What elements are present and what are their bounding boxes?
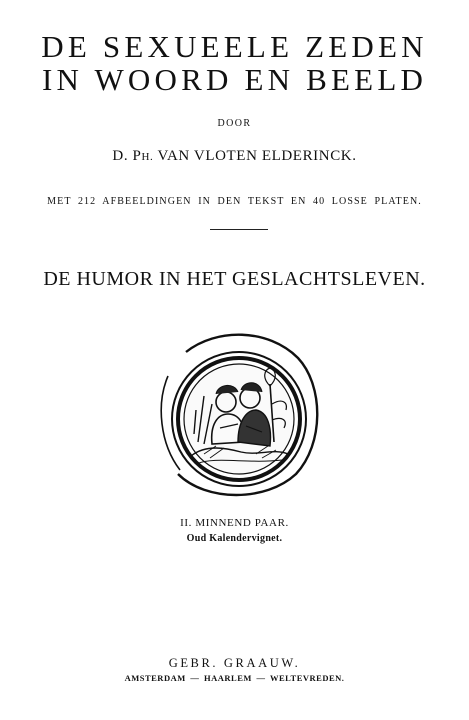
calendar-vignette-image [146, 324, 326, 504]
author-prefix-small: H. [141, 151, 154, 163]
author-name [0, 148, 469, 165]
by-label: DOOR [217, 118, 252, 129]
subtitle: DE HUMOR IN HET GESLACHTSLEVEN. [43, 268, 426, 290]
publisher-cities: AMSTERDAM — HAARLEM — WELTEVREDEN. [124, 673, 345, 683]
publisher-name: GEBR. GRAAUW. [168, 656, 301, 670]
title-line-2: IN WOORD EN BEELD [41, 62, 428, 97]
author-surname: VAN VLOTEN ELDERINCK. [153, 148, 357, 164]
figure-caption: II. MINNEND PAAR. [180, 517, 289, 529]
title-line-1: DE SEXUEELE ZEDEN [41, 29, 428, 64]
divider-rule [210, 229, 268, 230]
figure-subcaption: Oud Kalendervignet. [186, 533, 283, 544]
illustrations-note: MET 212 AFBEELDINGEN IN DEN TEKST EN 40 LOSSE PLATEN. [47, 196, 422, 207]
author-prefix: D. P [112, 148, 142, 164]
